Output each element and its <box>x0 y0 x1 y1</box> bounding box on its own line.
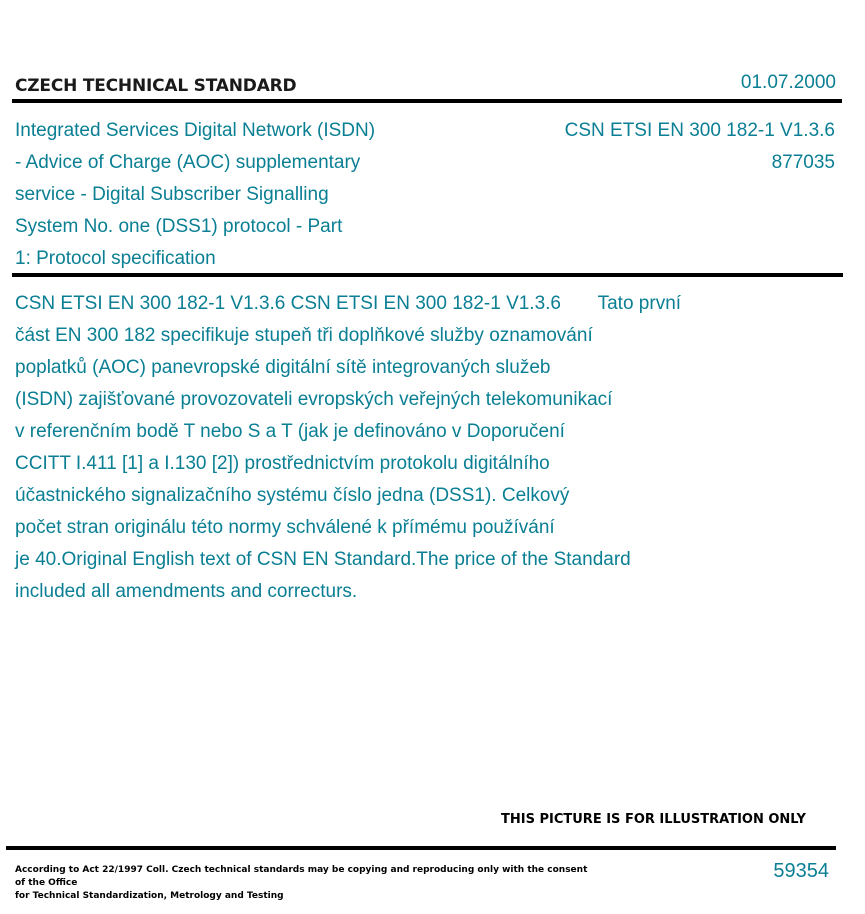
publication-date: 01.07.2000 <box>740 72 836 93</box>
legal-notice <box>15 864 595 903</box>
title-line: System No. one (DSS1) protocol - Part <box>15 216 343 237</box>
catalog-number: 877035 <box>771 152 835 173</box>
title-line: Integrated Services Digital Network (ISDN) <box>15 120 376 141</box>
illustration-note: THIS PICTURE IS FOR ILLUSTRATION ONLY <box>501 812 806 827</box>
description-line: počet stran originálu této normy schválené k přímému používání <box>15 517 555 538</box>
standard-designation: CSN ETSI EN 300 182-1 V1.3.6 <box>564 120 835 141</box>
description-line: (ISDN) zajišťované provozovateli evropských veřejných telekomunikací <box>15 389 613 410</box>
header-divider <box>12 99 842 103</box>
footer-divider <box>6 846 836 850</box>
legal-notice-line: for Technical Standardization, Metrology and Testing <box>15 891 284 901</box>
description-line: CSN ETSI EN 300 182-1 V1.3.6 CSN ETSI EN 300 182-1 V1.3.6 Tato první <box>15 293 682 314</box>
document-id: 59354 <box>773 860 829 882</box>
description-line: CCITT I.411 [1] a I.130 [2]) prostřednictvím protokolu digitálního <box>15 453 550 474</box>
title-line: 1: Protocol specification <box>15 248 216 269</box>
title-line: service - Digital Subscriber Signalling <box>15 184 329 205</box>
title-divider <box>12 273 843 277</box>
description-line: poplatků (AOC) panevropské digitální sítě integrovaných služeb <box>15 357 551 378</box>
description-line: je 40.Original English text of CSN EN Standard.The price of the Standard <box>15 549 631 570</box>
title-line: - Advice of Charge (AOC) supplementary <box>15 152 361 173</box>
description-line: included all amendments and correcturs. <box>15 581 358 602</box>
legal-notice-line: According to Act 22/1997 Coll. Czech technical standards may be copying and reproducing only with the consent of the Office <box>15 865 588 888</box>
standard-description <box>15 288 775 608</box>
document-type-label: CZECH TECHNICAL STANDARD <box>15 76 297 96</box>
standard-title <box>15 115 445 275</box>
standard-codes <box>565 115 835 179</box>
description-line: v referenčním bodě T nebo S a T (jak je definováno v Doporučení <box>15 421 565 442</box>
description-line: účastnického signalizačního systému číslo jedna (DSS1). Celkový <box>15 485 570 506</box>
description-line: část EN 300 182 specifikuje stupeň tři doplňkové služby oznamování <box>15 325 593 346</box>
